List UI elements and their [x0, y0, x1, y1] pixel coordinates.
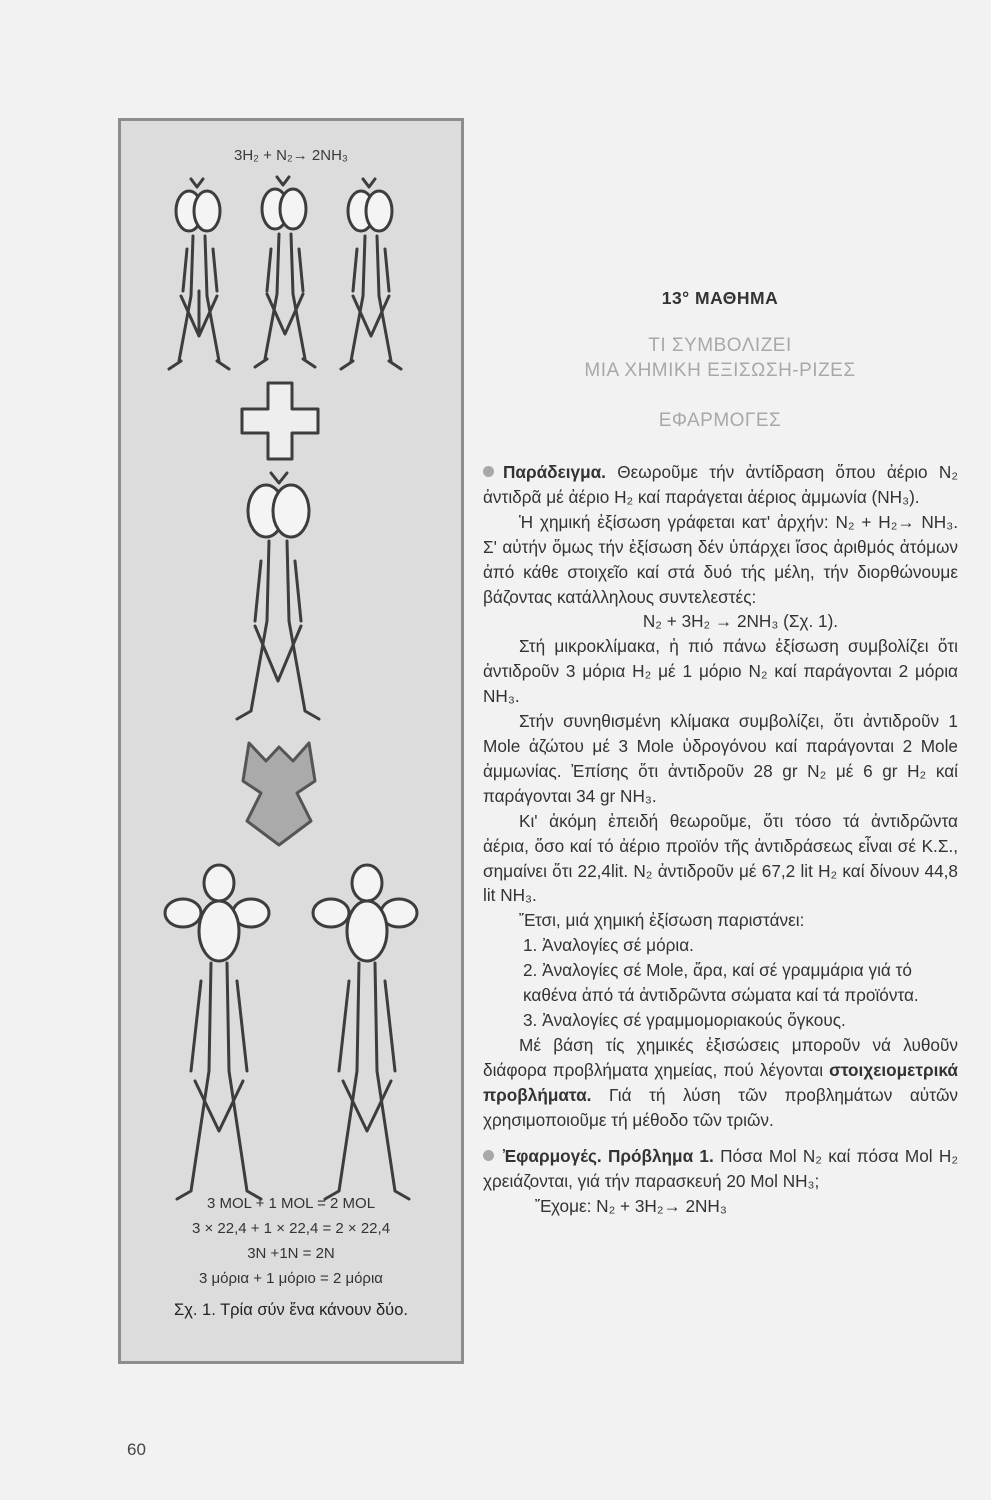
calc-line-n: 3N +1N = 2N — [247, 1245, 335, 1262]
balanced-equation: N₂ + 3H₂ → 2NH₃ (Σχ. 1). — [642, 611, 839, 632]
lesson-title-line-2: ΜΙΑ ΧΗΜΙΚΗ ΕΞΙΣΩΣΗ-ΡΙΖΕΣ — [584, 360, 856, 381]
applications-heading: ΕΦΑΡΜΟΓΕΣ — [658, 410, 782, 431]
list-item: 1. Ἀναλογίες σέ μόρια. — [523, 935, 694, 956]
list-item: 3. Ἀναλογίες σέ γραμμομοριακούς ὄγκους. — [523, 1009, 846, 1030]
page-number: 60 — [127, 1440, 146, 1459]
equation-intro-paragraph: Ἡ χημική ἐξίσωση γράφεται κατ' ἀρχήν: N₂ + H₂→ NH₃. Σ' αὐτήν ὅμως τήν ἐξίσωση δέν ὑπάρχει ἴσος ἀριθμός ἀτόμων ἀπό κάθε στοιχεῖο καί στά δυό τής μέλη, τήν διορθώνουμε βάζοντας κατάλληλους συντελεστές: — [483, 511, 958, 607]
ordinary-scale-paragraph: Στήν συνηθισμένη κλίμακα συμβολίζει, ὅτι ἀντιδροῦν 1 Mole ἀζώτου μέ 3 Mole ὑδρογόνου καί παράγονται 2 Mole ἀμμωνίας. Ἐπίσης ὅτι ἀντιδροῦν 28 gr N₂ μέ 6 gr H₂ καί παράγονται 34 gr NH₃. — [483, 711, 958, 806]
hydrogen-molecule-figure-3 — [341, 179, 401, 369]
stoichiometry-term: στοιχειομετρικά προβλήματα. — [483, 1059, 958, 1105]
figure-illustration — [121, 121, 461, 1361]
calc-line-molecules: 3 μόρια + 1 μόριο = 2 μόρια — [199, 1270, 383, 1287]
main-text — [483, 460, 958, 1219]
example-paragraph — [483, 460, 958, 510]
figure-panel — [118, 118, 464, 1364]
stoichiometry-text-start: Μέ βάση τίς χημικές ἐξισώσεις μποροῦν νά λυθοῦν διάφορα προβλήματα χημείας, πού λέγονται — [483, 1034, 958, 1080]
lesson-title-line-1: ΤΙ ΣΥΜΒΟΛΙΖΕΙ — [648, 335, 792, 356]
example-text: Θεωροῦμε τήν ἀντίδραση ὅπου ἀέριο N₂ ἀντιδρᾶ μέ ἀέριο H₂ καί παράγεται ἀέριος ἀμμωνία (NH₃). — [483, 462, 958, 507]
summary-intro: Ἔτσι, μιά χημική ἐξίσωση παριστάνει: — [519, 910, 805, 931]
calc-line-volume: 3 × 22,4 + 1 × 22,4 = 2 × 22,4 — [191, 1220, 391, 1237]
list-item: 2. Ἀναλογίες σέ Mole, ἄρα, καί σέ γραμμάρια γιά τό καθένα ἀπό τά ἀντιδρῶντα σώματα καί τά προϊόντα. — [523, 960, 919, 1006]
gas-volume-paragraph: Κι' ἀκόμη ἐπειδή θεωροῦμε, ὅτι τόσο τά ἀντιδρῶντα ἀέρια, ὅσο καί τό ἀέριο προϊόν τῆς ἀντιδράσεως εἶναι σέ Κ.Σ., σημαίνει ὅτι 22,4lit. N₂ ἀντιδροῦν μέ 67,2 lit H₂ καί δίνουν 44,8 lit NH₃. — [483, 810, 958, 906]
problem-text: Πόσα Mol N₂ καί πόσα Mol H₂ χρειάζονται, γιά τήν παρασκευή 20 Mol NH₃; — [483, 1146, 958, 1192]
problem-paragraph — [483, 1144, 958, 1194]
bullet-icon — [483, 1150, 494, 1161]
example-label: Παράδειγμα. — [503, 462, 606, 482]
bullet-icon — [483, 466, 494, 477]
hydrogen-molecule-figure-1 — [169, 179, 229, 369]
ammonia-molecule-figure-1 — [165, 865, 269, 1199]
lesson-number: 13° ΜΑΘΗΜΑ — [661, 288, 779, 308]
stoichiometry-paragraph — [483, 1033, 958, 1133]
ammonia-molecule-figure-2 — [313, 865, 417, 1199]
calc-line-mol: 3 MOL + 1 MOL = 2 MOL — [206, 1195, 376, 1212]
figure-caption: Σχ. 1. Τρία σύν ἕνα κάνουν δύο. — [174, 1301, 408, 1319]
problem-label: Ἐφαρμογές. Πρόβλημα 1. — [503, 1146, 714, 1167]
figure-equation: 3H₂ + N₂→ 2NH₃ — [233, 147, 349, 164]
hydrogen-molecule-figure-2 — [255, 177, 315, 367]
reaction-arrow-icon — [243, 743, 315, 845]
nitrogen-molecule-figure — [237, 473, 319, 719]
stoichiometry-text-end: Γιά τή λύση τῶν προβλημάτων αὐτῶν χρησιμοποιοῦμε τή μέθοδο τῶν τριῶν. — [483, 1084, 958, 1130]
problem-equation: Ἔχομε: N₂ + 3H₂→ 2NH₃ — [535, 1196, 727, 1217]
plus-sign-icon — [242, 383, 318, 459]
figure-calculations — [121, 1191, 461, 1291]
microscale-paragraph: Στή μικροκλίμακα, ἡ πιό πάνω ἐξίσωση συμβολίζει ὅτι ἀντιδροῦν 3 μόρια H₂ μέ 1 μόριο N₂ καί παράγονται 2 μόρια NH₃. — [483, 636, 958, 707]
